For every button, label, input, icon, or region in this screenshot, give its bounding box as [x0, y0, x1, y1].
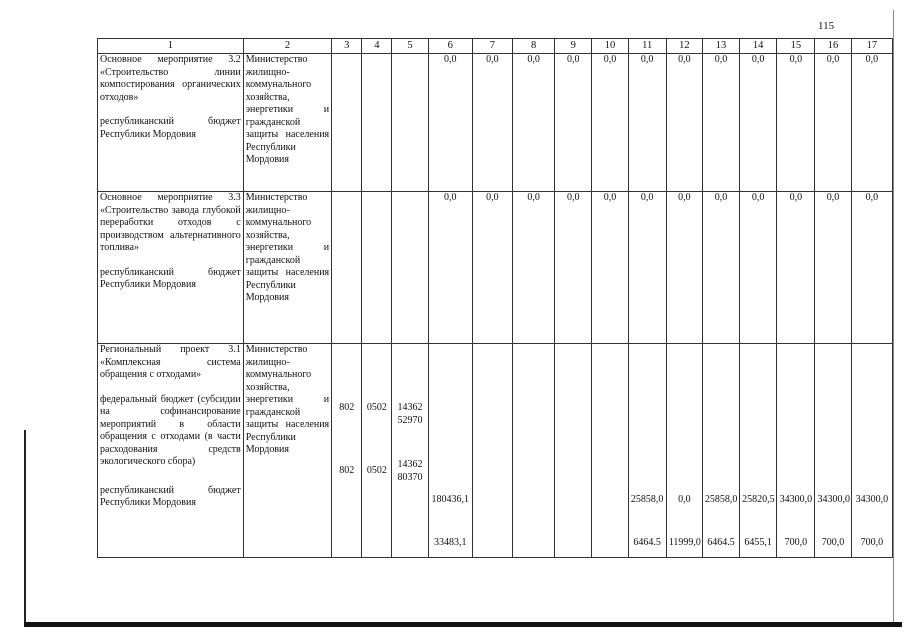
page-number: 115	[818, 20, 835, 32]
funding-source-federal: федеральный бюджет (субсидии на софинансирование мероприятий в области обращения с отходами (в части расходования средств экологического сбора)	[100, 393, 241, 467]
federal-value: 34300,0	[817, 494, 850, 505]
value-cell: 0,0	[702, 192, 739, 344]
column-header: 6	[428, 39, 472, 54]
value-cell: 0,0	[513, 54, 555, 192]
funding-source: республиканский бюджет Республики Мордовия	[100, 116, 241, 140]
target-article-code: 14362 52970	[397, 402, 423, 426]
value-cell: 0,0	[777, 54, 815, 192]
column-header: 12	[666, 39, 702, 54]
value-cell: 0,0	[513, 192, 555, 344]
federal-value: 180436,1	[431, 494, 469, 505]
value-cell: 0,0	[851, 54, 892, 192]
value-cell: 0,0	[815, 54, 851, 192]
budget-table	[97, 38, 893, 558]
value-cell: 0,0	[555, 54, 592, 192]
table-row	[98, 54, 893, 192]
scan-bottom-edge	[24, 622, 902, 627]
value-cell: 0,0	[777, 192, 815, 344]
value-cell	[851, 344, 892, 558]
funding-source-republic: республиканский бюджет Республики Мордовия	[100, 484, 241, 508]
value-cell: 0,0	[851, 192, 892, 344]
value-cell	[666, 344, 702, 558]
value-cell: 0,0	[740, 192, 777, 344]
responsible-org: Министерство жилищно-коммунального хозяйства, энергетики и гражданской защиты населения Республики Мордовия	[243, 192, 331, 344]
section-code: 0502	[366, 464, 387, 476]
column-header: 4	[362, 39, 392, 54]
value-cell: 0,0	[666, 54, 702, 192]
federal-value: 25858,0	[630, 494, 664, 505]
value-cell	[628, 344, 666, 558]
value-cell: 0,0	[428, 54, 472, 192]
value-cell: 0,0	[592, 192, 628, 344]
target-article-code: 14362 80370	[397, 459, 423, 483]
federal-value: 25858,0	[704, 494, 738, 505]
value-cell: 0,0	[666, 192, 702, 344]
column-header: 5	[392, 39, 428, 54]
column-header: 2	[243, 39, 331, 54]
responsible-org: Министерство жилищно-коммунального хозяйства, энергетики и гражданской защиты населения Республики Мордовия	[243, 344, 331, 558]
column-header: 8	[513, 39, 555, 54]
value-cell	[428, 344, 472, 558]
scan-edge-line	[24, 430, 26, 627]
page-edge-line	[893, 10, 894, 622]
activity-name: Основное мероприятие 3.3 «Строительство завода глубокой переработки отходов с производством альтернативного топлива»	[100, 192, 241, 253]
column-header: 11	[628, 39, 666, 54]
republic-value: 700,0	[821, 536, 845, 548]
republic-value: 11999,0	[668, 536, 701, 548]
responsible-org: Министерство жилищно-коммунального хозяйства, энергетики и гражданской защиты населения Республики Мордовия	[243, 54, 331, 192]
value-cell: 0,0	[815, 192, 851, 344]
column-header: 7	[472, 39, 512, 54]
target-article-cell	[392, 344, 428, 558]
column-header: 3	[332, 39, 362, 54]
value-cell: 0,0	[428, 192, 472, 344]
grbs-code: 802	[339, 464, 355, 476]
republic-value: 6464.5	[633, 536, 661, 548]
value-cell: 0,0	[702, 54, 739, 192]
table-row	[98, 192, 893, 344]
republic-value: 700,0	[784, 536, 808, 548]
activity-cell	[98, 54, 244, 192]
column-header: 14	[740, 39, 777, 54]
column-header: 9	[555, 39, 592, 54]
column-header: 15	[777, 39, 815, 54]
section-code-cell	[362, 344, 392, 558]
activity-cell	[98, 344, 244, 558]
federal-value: 34300,0	[779, 494, 813, 505]
republic-value: 6455,1	[744, 536, 772, 548]
column-header: 13	[702, 39, 739, 54]
column-header: 17	[851, 39, 892, 54]
value-cell: 0,0	[740, 54, 777, 192]
value-cell: 0,0	[592, 54, 628, 192]
section-code: 0502	[366, 402, 387, 413]
value-cell: 0,0	[628, 54, 666, 192]
federal-value: 25820,5	[742, 494, 775, 505]
value-cell: 0,0	[472, 54, 512, 192]
header-row	[98, 39, 893, 54]
funding-source: республиканский бюджет Республики Мордовия	[100, 266, 241, 290]
activity-name: Основное мероприятие 3.2 «Строительство линии компостирования органических отходов»	[100, 54, 241, 103]
column-header: 16	[815, 39, 851, 54]
value-cell: 0,0	[472, 192, 512, 344]
value-cell	[702, 344, 739, 558]
republic-value: 33483,1	[433, 536, 467, 548]
republic-value: 6464.5	[707, 536, 735, 548]
republic-value: 700,0	[860, 536, 884, 548]
value-cell: 0,0	[628, 192, 666, 344]
grbs-code-cell	[332, 344, 362, 558]
value-cell	[815, 344, 851, 558]
column-header: 10	[592, 39, 628, 54]
column-header: 1	[98, 39, 244, 54]
value-cell: 0,0	[555, 192, 592, 344]
federal-value: 34300,0	[855, 494, 889, 505]
value-cell	[777, 344, 815, 558]
grbs-code: 802	[339, 402, 355, 413]
activity-name: Региональный проект 3.1 «Комплексная система обращения с отходами»	[100, 344, 241, 380]
activity-cell	[98, 192, 244, 344]
table-row	[98, 344, 893, 558]
federal-value: 0,0	[678, 494, 691, 505]
value-cell	[740, 344, 777, 558]
